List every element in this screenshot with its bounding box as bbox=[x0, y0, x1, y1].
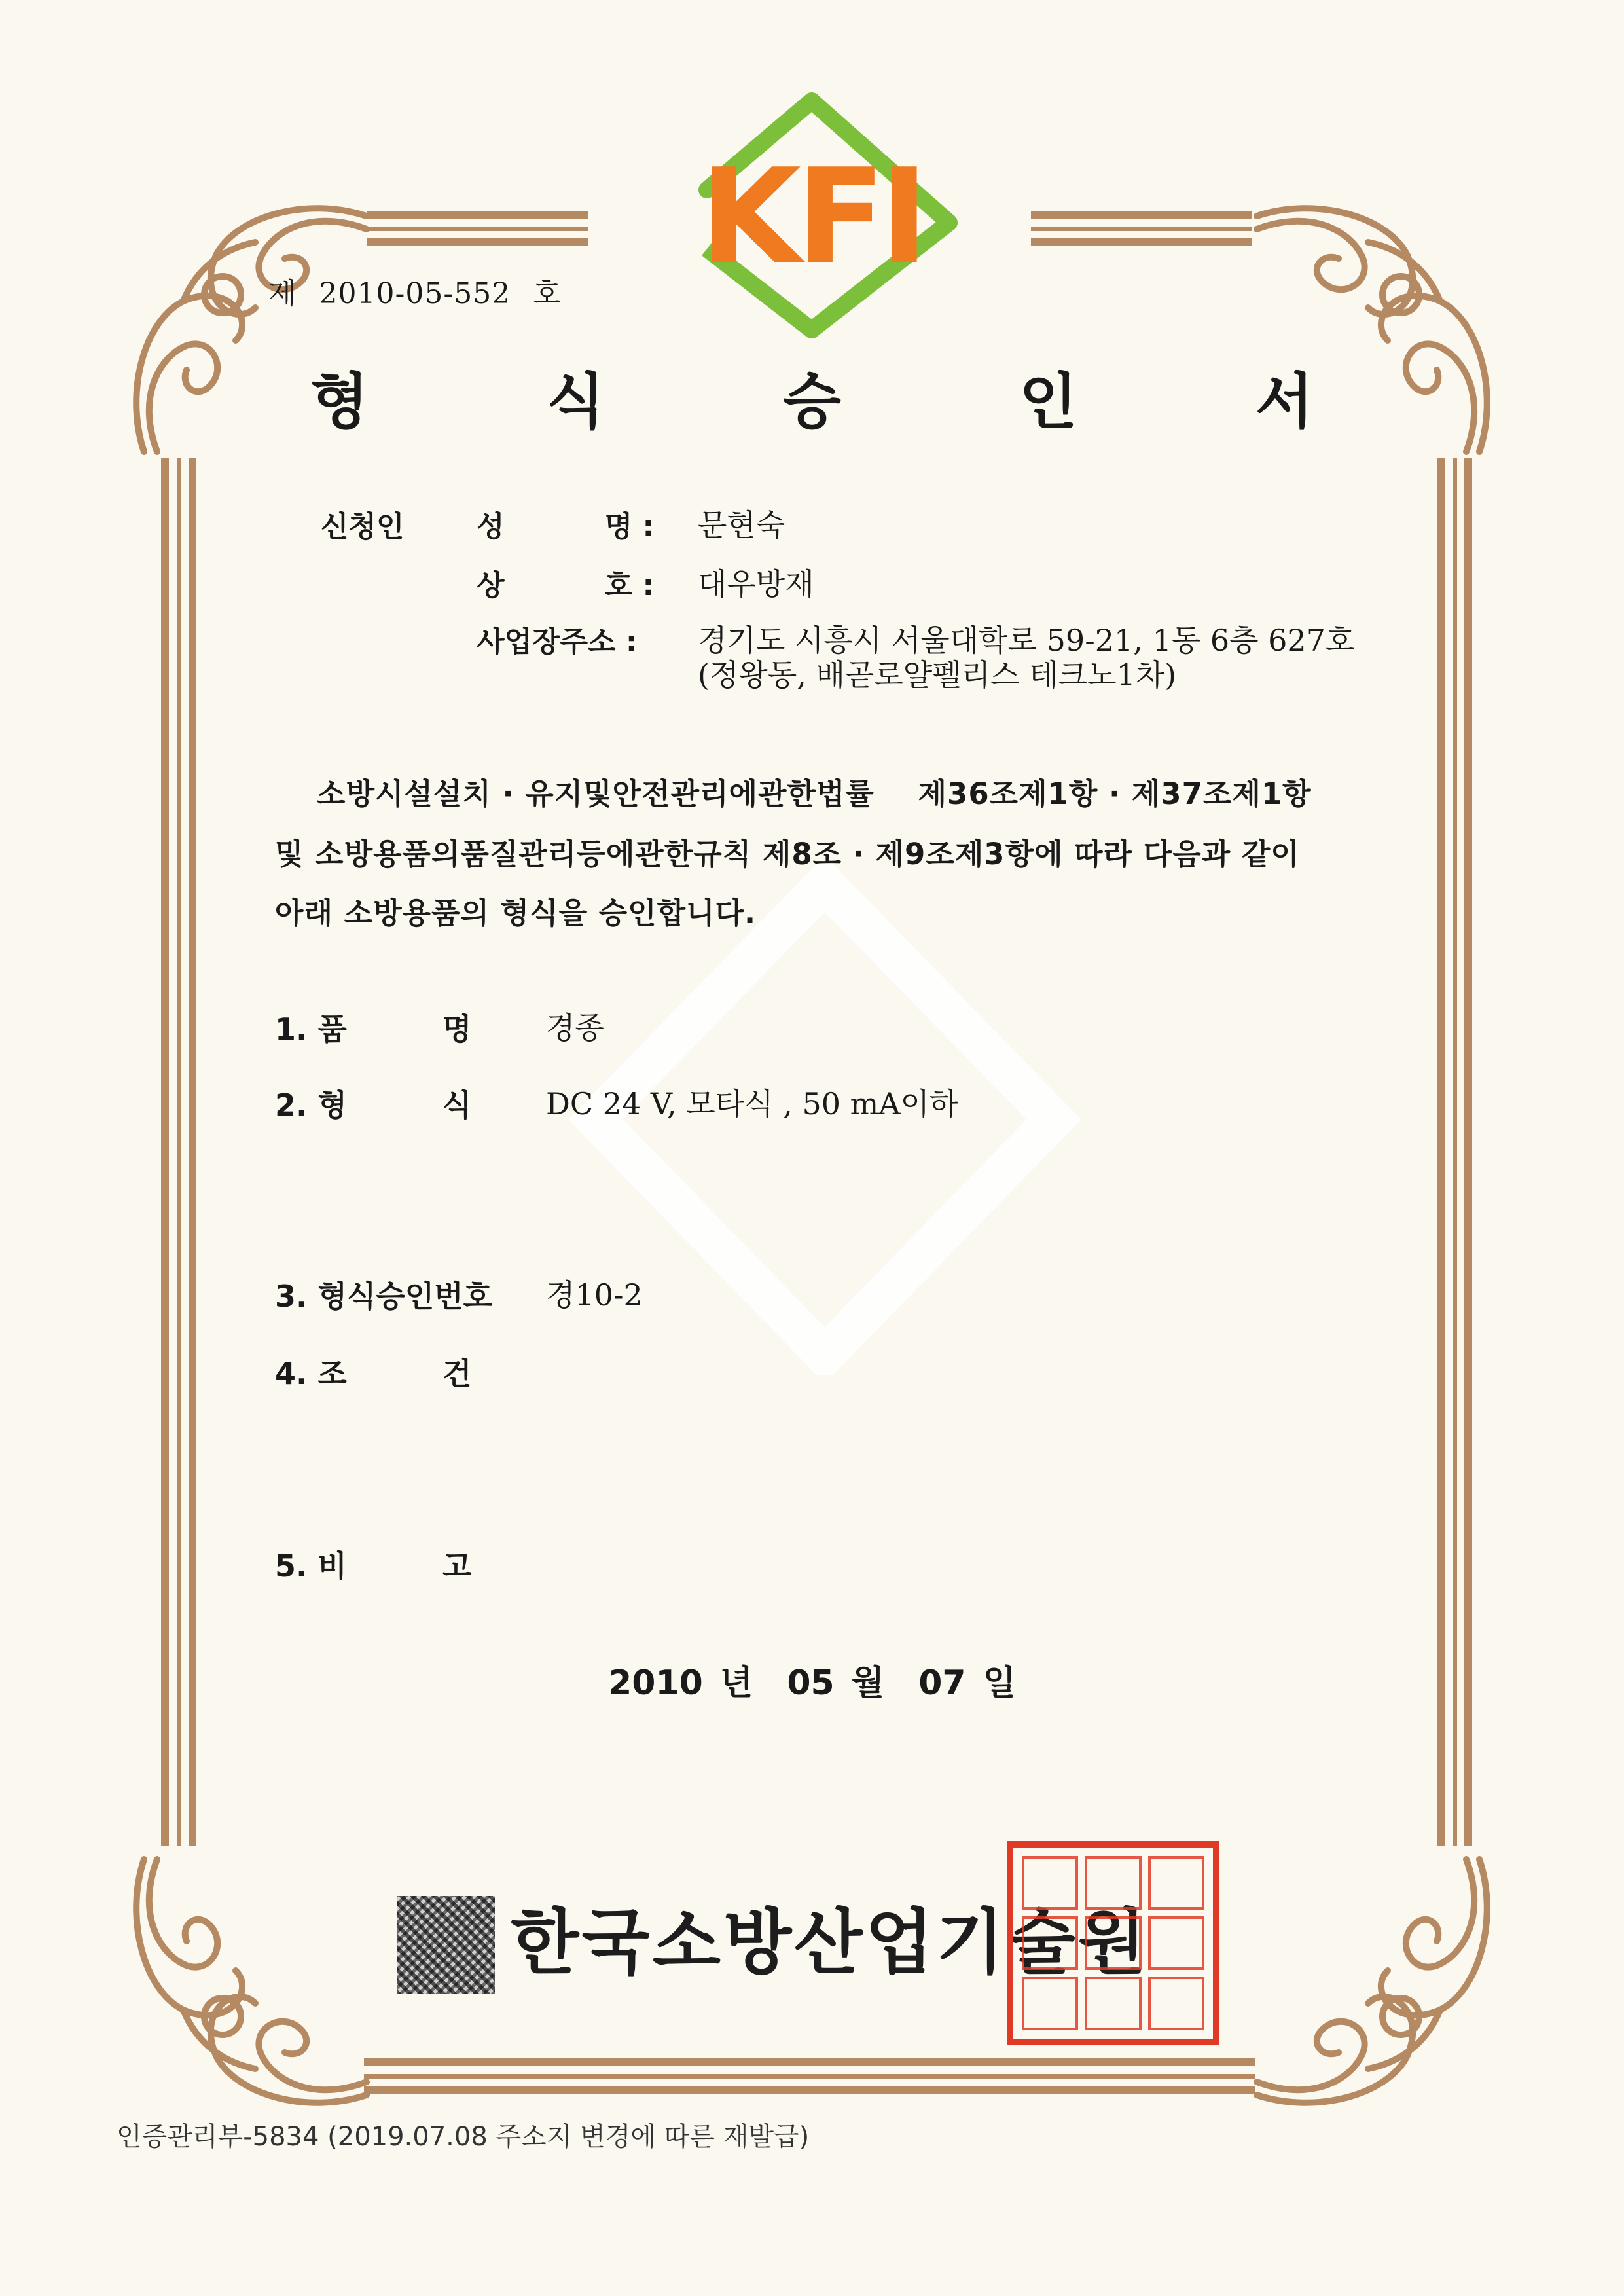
footer-note: 인증관리부-5834 (2019.07.08 주소지 변경에 따른 재발급) bbox=[117, 2122, 810, 2152]
frame-left-bar-2 bbox=[177, 458, 181, 1846]
kfi-logo-icon bbox=[661, 92, 962, 340]
applicant-address-label: 사업장주소 : bbox=[477, 625, 638, 659]
item-2-label-a: 2. 형 bbox=[275, 1087, 347, 1123]
item-3-value: 경10-2 bbox=[546, 1277, 643, 1313]
applicant-company-label: 상 호 : bbox=[477, 569, 655, 602]
statement-line-2: 및 소방용품의품질관리등에관한규칙 제8조 · 제9조제3항에 따라 다음과 같이 bbox=[275, 837, 1300, 871]
statement-line-1: 소방시설설치 · 유지및안전관리에관한법률 제36조제1항 · 제37조제1항 bbox=[317, 776, 1312, 811]
applicant-name-value: 문현숙 bbox=[698, 507, 785, 543]
certificate-number-suffix: 호 bbox=[533, 277, 562, 310]
official-seal-icon bbox=[1007, 1841, 1219, 2045]
kfi-logo-text: KFI bbox=[699, 141, 924, 293]
item-5-label-b: 고 bbox=[442, 1548, 472, 1584]
frame-right-bar-1 bbox=[1437, 458, 1445, 1846]
security-code-icon bbox=[397, 1896, 495, 1994]
certificate-number bbox=[268, 270, 584, 312]
frame-top-left-bar-3 bbox=[367, 238, 588, 246]
item-2-value: DC 24 V, 모타식 , 50 mA이하 bbox=[546, 1086, 959, 1121]
applicant-name-label: 성 명 : bbox=[477, 510, 655, 543]
corner-ornament-bottom-right-icon bbox=[1244, 1846, 1506, 2121]
item-5-label-a: 5. 비 bbox=[275, 1548, 347, 1584]
frame-top-right-bar-3 bbox=[1031, 238, 1252, 246]
frame-top-right-bar-2 bbox=[1031, 227, 1252, 231]
applicant-address-line2: (정왕동, 배곧로얄펠리스 테크노1차) bbox=[698, 657, 1177, 693]
frame-left-bar-1 bbox=[161, 458, 169, 1846]
frame-bottom-bar-3 bbox=[364, 2086, 1255, 2094]
applicant-company-value: 대우방재 bbox=[698, 566, 814, 602]
item-1-value: 경종 bbox=[546, 1010, 604, 1046]
frame-left-bar-3 bbox=[189, 458, 196, 1846]
issue-date: 2010 년 05 월 07 일 bbox=[608, 1664, 1016, 1703]
frame-top-right-bar-1 bbox=[1031, 211, 1252, 219]
applicant-address-line1: 경기도 시흥시 서울대학로 59-21, 1동 6층 627호 bbox=[698, 623, 1355, 658]
item-2-label-b: 식 bbox=[442, 1087, 472, 1123]
certificate-number-value: 2010-05-552 bbox=[319, 277, 511, 310]
certificate-number-prefix: 제 bbox=[268, 277, 297, 310]
frame-right-bar-3 bbox=[1464, 458, 1472, 1846]
frame-bottom-bar-2 bbox=[364, 2074, 1255, 2079]
item-1-label-a: 1. 품 bbox=[275, 1011, 347, 1047]
corner-ornament-bottom-left-icon bbox=[118, 1846, 380, 2121]
item-4-label-b: 건 bbox=[442, 1356, 472, 1391]
item-3-label-a: 3. 형식승인번호 bbox=[275, 1279, 493, 1314]
issuer-name: 한국소방산업기술원 bbox=[511, 1901, 1149, 1984]
frame-top-left-bar-1 bbox=[367, 211, 588, 219]
item-4-label-a: 4. 조 bbox=[275, 1356, 347, 1391]
applicant-section-label: 신청인 bbox=[321, 510, 405, 543]
document-title: 형 식 승 인 서 bbox=[310, 367, 1392, 437]
frame-bottom-bar-1 bbox=[364, 2058, 1255, 2066]
item-1-label-b: 명 bbox=[442, 1011, 472, 1047]
frame-right-bar-2 bbox=[1453, 458, 1457, 1846]
statement-line-3: 아래 소방용품의 형식을 승인합니다. bbox=[275, 896, 757, 930]
frame-top-left-bar-2 bbox=[367, 227, 588, 231]
